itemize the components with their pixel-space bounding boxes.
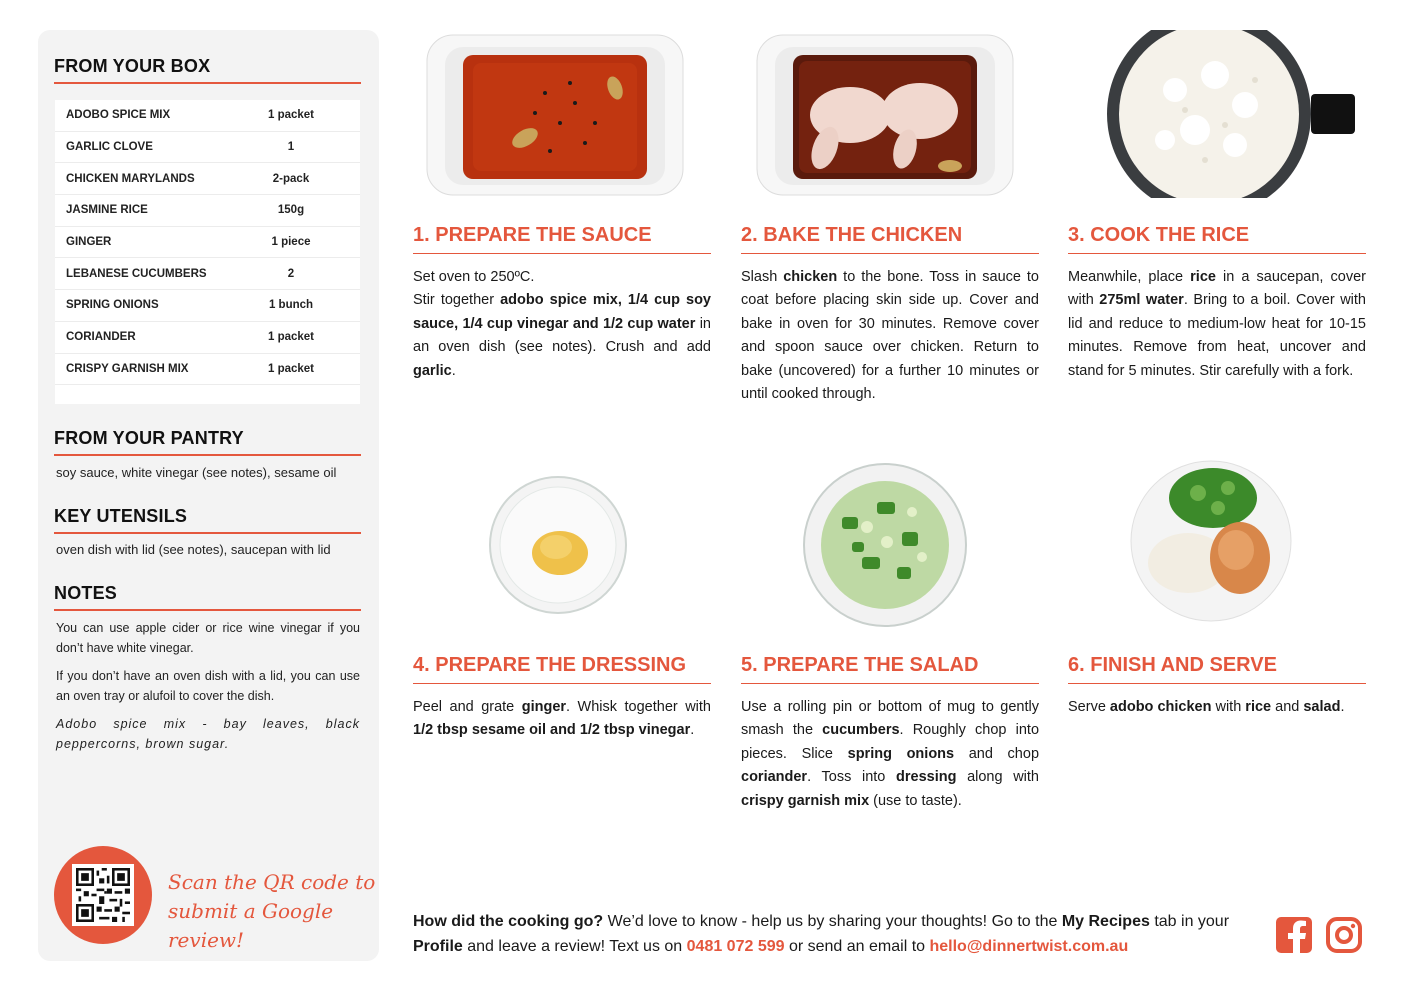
qr-code-icon bbox=[72, 864, 134, 926]
box-title: FROM YOUR BOX bbox=[54, 56, 361, 84]
step-6-text-b: adobo chicken bbox=[1109, 699, 1212, 715]
ingredient-quantity: 1 bbox=[287, 141, 295, 154]
ingredient-name: LEBANESE CUCUMBERS bbox=[66, 267, 207, 280]
ingredient-quantity: 2-pack bbox=[272, 172, 310, 185]
step-4-text-c: . Whisk together with bbox=[566, 699, 712, 715]
note-2: If you don’t have an oven dish with a lid, you can use an oven tray or alufoil to cover the dish. bbox=[56, 669, 360, 703]
note-3: Adobo spice mix - bay leaves, black peppercorns, brown sugar. bbox=[56, 717, 360, 751]
box-ingredient-row bbox=[55, 195, 360, 227]
step-6-text-g: . bbox=[1340, 699, 1345, 715]
footer-profile: Profile bbox=[413, 938, 463, 955]
step-5-text-k: (use to taste). bbox=[869, 792, 962, 809]
step-1-title: 1. PREPARE THE SAUCE bbox=[413, 224, 711, 254]
step-1-text bbox=[413, 266, 711, 383]
step-4-title: 4. PREPARE THE DRESSING bbox=[413, 654, 711, 684]
step-5-text-b: cucumbers bbox=[822, 722, 900, 739]
qr-badge[interactable] bbox=[54, 846, 152, 944]
box-ingredient-row bbox=[55, 163, 360, 195]
step-3-text-d: 275ml water bbox=[1099, 292, 1184, 309]
utensils-text: oven dish with lid (see notes), saucepan with lid bbox=[56, 542, 331, 557]
step-3-text-a: Meanwhile, place bbox=[1068, 269, 1191, 285]
step-5-text-g: . Toss into bbox=[807, 769, 896, 786]
ingredient-name: GINGER bbox=[66, 236, 112, 249]
step-5-text-e: and chop bbox=[954, 745, 1040, 762]
step-6-text-f: salad bbox=[1303, 699, 1341, 715]
ingredient-quantity: 1 packet bbox=[267, 331, 315, 344]
box-ingredient-row bbox=[55, 227, 360, 259]
ingredient-quantity: 2 bbox=[287, 267, 295, 280]
step-5-title: 5. PREPARE THE SALAD bbox=[741, 654, 1039, 684]
box-ingredient-row bbox=[55, 132, 360, 164]
utensils-title: KEY UTENSILS bbox=[54, 506, 361, 534]
step-3-image bbox=[1105, 30, 1355, 198]
footer-feedback bbox=[413, 909, 1263, 959]
step-6-image bbox=[1128, 458, 1294, 624]
footer-text-2: tab in your bbox=[1149, 913, 1230, 930]
step-1-text-a: Set oven to 250ºC. bbox=[413, 269, 535, 285]
step-1-text-b: Stir together bbox=[413, 292, 501, 309]
step-6-text-d: rice bbox=[1245, 699, 1272, 715]
step-4-text bbox=[413, 696, 711, 743]
step-4-image bbox=[488, 475, 628, 615]
step-3-title: 3. COOK THE RICE bbox=[1068, 224, 1366, 254]
footer-email-link[interactable]: hello@dinnertwist.com.au bbox=[929, 938, 1129, 955]
box-ingredient-row bbox=[55, 290, 360, 322]
step-5-text-j: crispy garnish mix bbox=[741, 792, 870, 809]
ingredient-name: CORIANDER bbox=[66, 331, 136, 344]
step-4-text-b: ginger bbox=[521, 699, 567, 715]
step-1-text-e: garlic bbox=[413, 362, 452, 379]
step-2-text bbox=[741, 266, 1039, 406]
step-3-text-b: rice bbox=[1190, 269, 1216, 285]
step-5-text-i: along with bbox=[956, 769, 1039, 786]
footer-text-1: We’d love to know - help us by sharing your thoughts! Go to the bbox=[603, 913, 1062, 930]
box-ingredient-row bbox=[55, 322, 360, 354]
step-4-text-a: Peel and grate bbox=[413, 699, 522, 715]
step-5-text-f: coriander bbox=[741, 769, 808, 786]
footer-phone-link[interactable]: 0481 072 599 bbox=[686, 938, 785, 955]
instagram-icon[interactable] bbox=[1326, 917, 1362, 953]
ingredient-name: GARLIC CLOVE bbox=[66, 141, 153, 154]
ingredient-name: CHICKEN MARYLANDS bbox=[66, 172, 195, 185]
step-3-text bbox=[1068, 266, 1366, 383]
step-6-text bbox=[1068, 696, 1366, 719]
step-2-text-c: to the bone. Toss in sauce to coat before placing skin side up. Cover and bake in oven for 30 minutes. Remove cover and spoon sauce over chicken. Return to bake (uncovered) for a further 10 minutes or until cooked through. bbox=[741, 269, 1039, 403]
step-5-text-h: dressing bbox=[896, 769, 957, 786]
ingredient-name: SPRING ONIONS bbox=[66, 299, 159, 312]
footer-question: How did the cooking go? bbox=[413, 913, 604, 930]
notes bbox=[56, 618, 360, 762]
note-1: You can use apple cider or rice wine vinegar if you don’t have white vinegar. bbox=[56, 621, 360, 655]
ingredient-quantity: 1 packet bbox=[267, 109, 315, 122]
step-4-text-e: . bbox=[690, 722, 695, 739]
footer-text-4: or send an email to bbox=[784, 938, 930, 955]
step-5-text bbox=[741, 696, 1039, 813]
step-2-image bbox=[755, 33, 1015, 198]
step-5-text-d: spring onions bbox=[847, 745, 955, 762]
ingredient-name: JASMINE RICE bbox=[66, 204, 148, 217]
step-5-image bbox=[802, 462, 968, 628]
qr-caption bbox=[168, 868, 379, 955]
footer-text-3: and leave a review! Text us on bbox=[462, 938, 687, 955]
box-ingredient-row bbox=[55, 258, 360, 290]
step-1-text-d: in an oven dish (see notes). Crush and add bbox=[413, 315, 711, 356]
ingredient-name: ADOBO SPICE MIX bbox=[66, 109, 171, 122]
pantry-text: soy sauce, white vinegar (see notes), sesame oil bbox=[56, 465, 337, 480]
ingredient-quantity: 1 piece bbox=[271, 236, 311, 249]
step-2-text-a: Slash bbox=[741, 269, 784, 285]
step-6-text-a: Serve bbox=[1068, 699, 1110, 715]
ingredient-name: CRISPY GARNISH MIX bbox=[66, 362, 189, 375]
ingredient-quantity: 150g bbox=[277, 204, 305, 217]
step-2-text-b: chicken bbox=[783, 269, 838, 285]
step-6-text-c: with bbox=[1211, 699, 1246, 715]
box-ingredient-row bbox=[55, 100, 360, 132]
ingredient-quantity: 1 bunch bbox=[268, 299, 314, 312]
step-2-title: 2. BAKE THE CHICKEN bbox=[741, 224, 1039, 254]
step-5-text-a: Use a rolling pin or bottom of mug to gently smash the bbox=[741, 699, 1039, 739]
notes-title: NOTES bbox=[54, 583, 361, 611]
step-3-text-e: . Bring to a boil. Cover with lid and reduce to medium-low heat for 10-15 minutes. Remove from heat, uncover and stand for 5 minutes. Stir carefully with a fork. bbox=[1068, 292, 1366, 379]
qr-caption-line1: Scan the QR code to bbox=[168, 870, 376, 894]
pantry-title: FROM YOUR PANTRY bbox=[54, 428, 361, 456]
footer-my-recipes: My Recipes bbox=[1061, 913, 1150, 930]
ingredient-quantity: 1 packet bbox=[267, 362, 315, 375]
step-1-text-f: . bbox=[451, 362, 456, 379]
step-1-image bbox=[425, 33, 685, 198]
sidebar bbox=[38, 30, 379, 961]
qr-caption-line2: submit a Google review! bbox=[168, 899, 334, 952]
box-ingredients-table bbox=[55, 100, 360, 404]
step-1-text-c: adobo spice mix, 1/4 cup soy sauce, 1/4 cup vinegar and 1/2 cup water bbox=[413, 292, 711, 332]
step-4-text-d: 1/2 tbsp sesame oil and 1/2 tbsp vinegar bbox=[413, 722, 691, 739]
step-5-text-c: . Roughly chop into pieces. Slice bbox=[741, 722, 1040, 762]
step-6-text-e: and bbox=[1271, 699, 1304, 715]
facebook-icon[interactable] bbox=[1276, 917, 1312, 953]
step-6-title: 6. FINISH AND SERVE bbox=[1068, 654, 1366, 684]
step-3-text-c: in a saucepan, cover with bbox=[1068, 269, 1366, 309]
box-ingredient-row bbox=[55, 354, 360, 386]
